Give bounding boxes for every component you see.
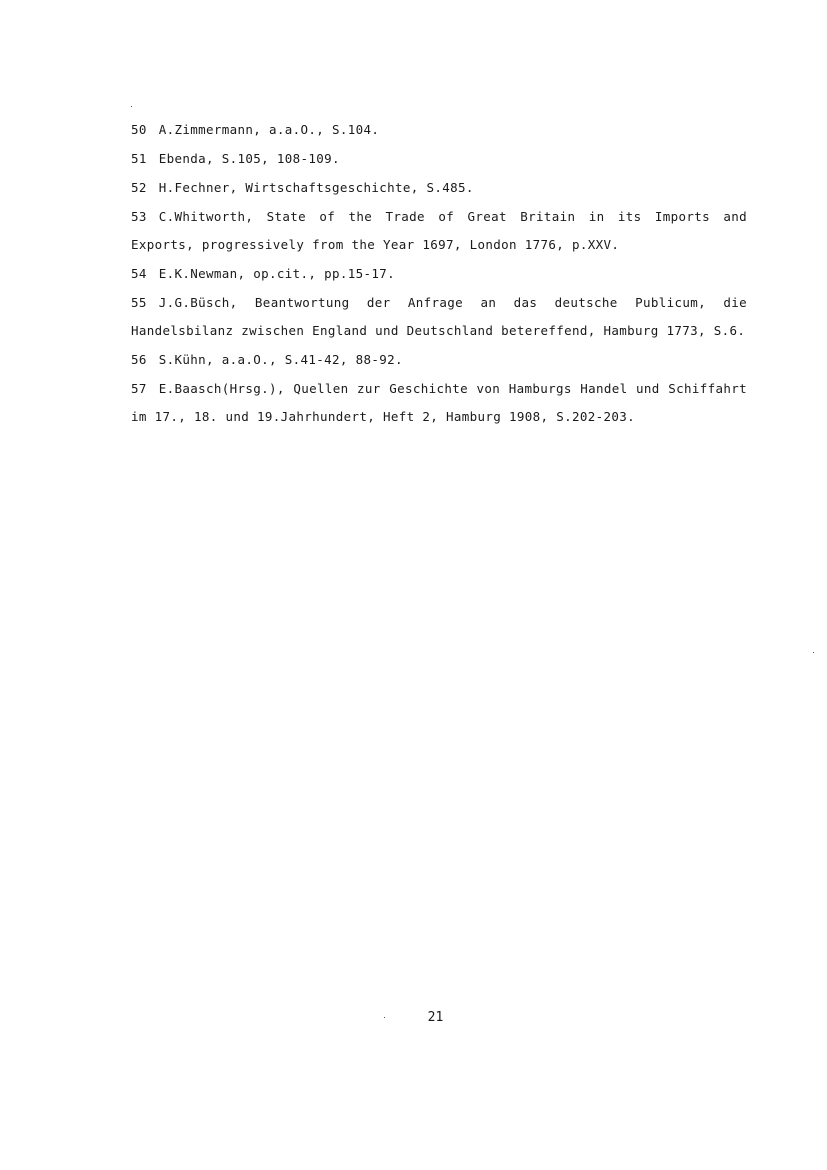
footnote	[131, 346, 747, 374]
footnote	[131, 375, 747, 431]
footnote-number: 52	[131, 180, 147, 195]
footnote	[131, 174, 747, 202]
footnote-number: 50	[131, 122, 147, 137]
footnote-list	[131, 116, 747, 432]
footnote-text: H.Fechner, Wirtschaftsgeschichte, S.485.	[158, 180, 474, 195]
footnote	[131, 145, 747, 173]
footnote	[131, 260, 747, 288]
footnote-number: 54	[131, 266, 147, 281]
footnote-text: J.G.Büsch, Beantwortung der Anfrage an das deutsche Publicum, die Handelsbilanz zwischen England und Deutschland betereffend, Hamburg 1773, S.6.	[131, 295, 747, 338]
footnote-text: E.K.Newman, op.cit., pp.15-17.	[158, 266, 396, 281]
page-number: 21	[427, 1010, 444, 1025]
footnote-number: 57	[131, 381, 147, 396]
footnote	[131, 116, 747, 144]
footnote	[131, 203, 747, 259]
footnote-number: 55	[131, 295, 147, 310]
footnote-text: C.Whitworth, State of the Trade of Great Britain in its Imports and Exports, progressively from the Year 1697, London 1776, p.XXV.	[131, 209, 747, 252]
footnote-number: 53	[131, 209, 147, 224]
footnote-text: Ebenda, S.105, 108-109.	[158, 151, 340, 166]
footnote-number: 51	[131, 151, 147, 166]
scan-speck	[131, 106, 132, 107]
footnote-text: S.Kühn, a.a.O., S.41-42, 88-92.	[158, 352, 403, 367]
footnote	[131, 289, 747, 345]
footnote-text: E.Baasch(Hrsg.), Quellen zur Geschichte von Hamburgs Handel und Schiffahrt im 17., 18. und 19.Jahrhundert, Heft 2, Hamburg 1908, S.202-203.	[131, 381, 747, 424]
footnote-text: A.Zimmermann, a.a.O., S.104.	[158, 122, 380, 137]
scan-speck	[813, 652, 814, 653]
footnote-number: 56	[131, 352, 147, 367]
